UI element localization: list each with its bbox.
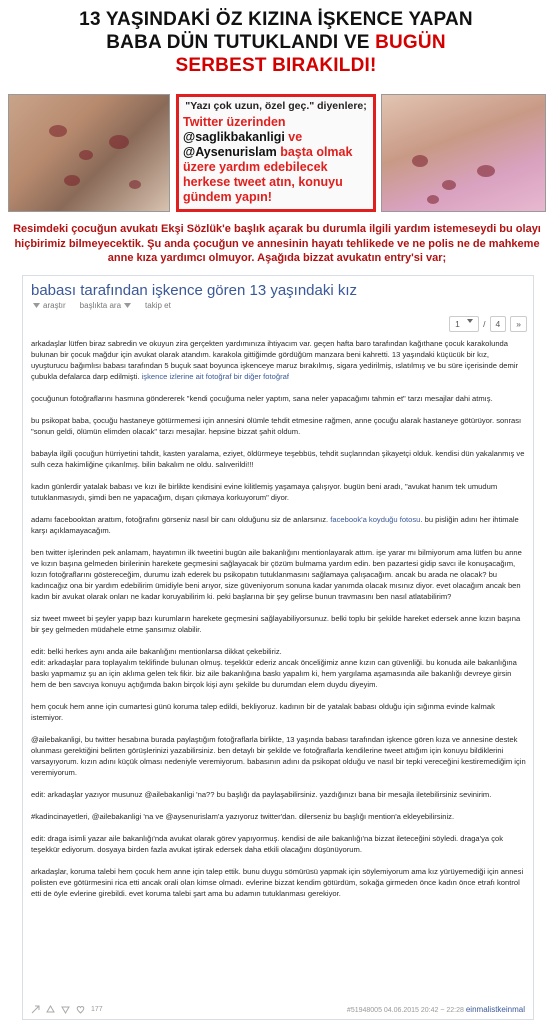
photo-link-1[interactable]: işkence izlerine ait fotoğraf [141,372,232,381]
photo-link-2[interactable]: bir diğer fotoğraf [233,372,289,381]
downvote-icon[interactable] [61,1005,70,1014]
headline-highlight: BUGÜN [375,32,446,53]
entry-paragraph: hem çocuk hem anne için cumartesi günü koruma talep edildi, bekliyoruz. kadının bir de yatalak babası olduğu için sığınma evinde kalmak istemiyor. [31,702,495,722]
callout-quote: "Yazı çok uzun, özel geç." diyenlere; [185,100,367,112]
entry-paragraph: çocuğunun fotoğraflarını hasmına göndererek "kendi çocuğuma neler yaptım, sana neler yapacağımı tahmin et" tarzı mesajlar dahi atmış. [31,394,493,403]
chevron-down-icon [124,303,131,308]
entry-paragraph: @ailebakanligi, bu twitter hesabına burada paylaştığım fotoğraflarla birlikte, 13 yaşında babası tarafından işkence gören kıza ve annesine destek olunması gerektiğini belirten görüşlerinizi yazabilirsiniz. ben detaylı bir şekilde ve fotoğraflarla kendilerine tweet attığım için konuyu bildiklerini varsayıyorum. kızın adını küçük olması nedeniyle veremiyorum. babasının adını da psikopat olduğu ve nasıl bir tepki vereceğini kestiremediğim için veremiyorum. [31,735,526,777]
entry-footer [31,1005,525,1014]
entry-panel [22,275,534,1020]
tweet-callout: "Yazı çok uzun, özel geç." diyenlere; Twitter üzerinden @saglikbakanligi ve @Aysenurislam başta olmak üzere yardım edebilecek herkese tweet atın, konuyu gündem yapın! [176,94,376,212]
entry-tools [23,301,533,310]
entry-paragraph: #kadincinayetleri, @ailebakanligi 'na ve @aysenurislam'a yazıyoruz twitter'dan. dilerseniz bu başlığı mention'a ekleyebilirsiniz. [31,812,455,821]
follow-button[interactable]: takip et [145,301,171,310]
saglik-handle: @saglikbakanligi [183,130,285,144]
entry-paragraph: edit: belki herkes aynı anda aile bakanlığını mentionlarsa dikkat çekebiliriz. edit: arkadaşlar para toplayalım teklifinde bulunan olmuş. teşekkür ederiz ancak önceliğimiz anne kızın can güvenliği. bu konuda aile bakanlığına baskı yapmamız şu an için aklıma gelen tek fikir. biz aile bakanlığına baskı yapalım ki, hem yargılama aşamasında aile bakanlığı devreye girsin hem de ben savcıya konuyu açtığımda bakın birçok kişi aynı şekilde bu durumdan elem duydu diyeyim. [31,647,517,689]
entry-actions [31,1005,103,1014]
entry-paragraph: bu psikopat baba, çocuğu hastaneye götürmemesi için annesini ölümle tehdit etmesine rağmen, anne çocuğu alarak hastaneye götürüyor. sonrası "sonun geldi, ölümün elimden olacak" tarzı mesajlar. hepsine bizzat şahit oldum. [31,416,522,436]
victim-photo-left [8,94,170,212]
page-select[interactable]: 1 [449,316,479,332]
entry-author[interactable]: einmalistkeinmal [465,1005,525,1014]
chevron-down-icon [33,303,40,308]
entry-meta[interactable]: #51948005 04.06.2015 20:42 ~ 22:28 [346,1007,464,1014]
chevron-down-icon [467,319,473,323]
banner [0,92,552,216]
victim-photo-right [381,94,546,212]
entry-body [31,338,527,910]
entry-title[interactable]: babası tarafından işkence gören 13 yaşındaki kız [31,282,358,299]
entry-paragraph: babayla ilgili çocuğun hürriyetini tahdit, kasten yaralama, eziyet, öldürmeye teşebbüs, tehdit suçlarından şikayetçi olduk. kendisi dün yakalanmış ve sulh ceza hakimliğine çıkarılmış. bilin bakalım ne oldu. salıverildi!!! [31,449,525,469]
entry-paragraph: kadın günlerdir yatalak babası ve kızı ile birlikte kendisini evine kilitlemiş yaşamaya çalışıyor. bugün beni aradı, "avukat hanım tek umudum tutuklanmasıydı, şimdi ben ne yapacağım, dışarı çıkmaya korkuyorum" diyor. [31,482,498,502]
aysenur-handle: @Aysenurislam [183,145,277,159]
pager: 1 / 4 » [449,316,527,332]
entry-paragraph: siz tweet mweet bi şeyler yapıp bazı kurumların harekete geçmesini sağlayabiliyorsunuz. belki toplu bir şekilde hareket edersek anne kızın başına bir şey gelmeden müdahele etme şansımız olabilir. [31,614,521,634]
share-icon[interactable] [31,1005,40,1014]
facebook-photo-link[interactable]: facebook'a koyduğu fotosu [330,515,421,524]
favorite-count[interactable]: 177 [91,1006,103,1013]
entry-paragraph: edit: draga isimli yazar aile bakanlığı'nda avukat olarak görev yapıyormuş. kendisi de aile bakanlığı'na bizzat ileteceğini söyledi. draga'ya çok teşekkür ediyorum. dosyaya birden fazla avukat iştirak edersek daha etkili olacağını düşünüyorum. [31,834,504,854]
entry-paragraph: arkadaşlar lütfen biraz sabredin ve okuyun zira gerçekten yardımınıza ihtiyacım var. geçen hafta baro tarafından kağıthane çocuk karakolunda bulunan bir çocuk mağdur için avukat olarak atandım. karakola gittiğimde gördüğüm manzara beni kahretti. 13 yaşındaki küçücük bir kız, uyuşturucu bağımlısı babası tarafından 5 buçuk saat boyunca işkenceye maruz bırakılmış, sigara yedirilmiş, ıslatılmış ve bu süre içerisinde demir çubukla defalarca darp edilmişti. işkence izlerine ait fotoğraf bir diğer fotoğraf [31,339,519,381]
search-in-title-tool[interactable]: başlıkta ara [80,301,131,310]
next-page-button[interactable]: » [510,316,527,332]
headline [0,0,552,77]
entry-paragraph: adamı facebooktan arattım, fotoğrafını görseniz nasıl bir canı olduğunu siz de anlarsınız. facebook'a koyduğu fotosu. bu pisliğin adını her ihtimale karşı açıklamayacağım. [31,515,519,535]
entry-paragraph: arkadaşlar, koruma talebi hem çocuk hem anne için talep ettik. bunu duygu sömürüsü yapmak için söylemiyorum ama kız yürüyemediği için annesi polisten eve götürmesini rica etti ancak orali olan kimse olmadı. evlerine bizzat kendim götürdüm, sokağa girmeden önce kadın önce etrafı kontrol etti de öyle evlerine girebildi. evet koruma talebi şart ama bu adamın tutuklanması gerekiyor. [31,867,524,898]
entry-paragraph: ben twitter işlerinden pek anlamam, hayatımın ilk tweetini bugün aile bakanlığını mentionlayarak attım. işe yarar mı bilmiyorum ama lütfen bu anne ve kızın başına gelmeden birilerinin harekete geçmesini sağlayacak bir çözüm bulmama yardım edin. ben pazartesi gidip savcı ile konuşacağım, kızın fotoğraflarını göstereceğim, durumu izah ederek bu psikopatın tutuklanmasını sağlamaya çalışacağım. ancak bu arada ne olacak? bu kadıncağız ona bir yardım edebilirim ümidiyle beni arıyor, size güveniyorum sonuna kadar yanımda olacak mısınız diyor. evet olacağım ancak ben kadın bir avukat olarak onları ne kadar koruyabilirim ki. peki başlarına bir şey gelirse bunun travmasını ben nasıl atlatabilirim? [31,548,522,601]
favorite-icon[interactable] [76,1005,85,1014]
headline-line-1: 13 YAŞINDAKİ ÖZ KIZINA İŞKENCE YAPAN [79,9,473,30]
headline-line-3: SERBEST BIRAKILDI! [175,55,377,76]
entry-paragraph: edit: arkadaşlar yazıyor musunuz @ailebakanligi 'na?? bu başlığı da paylaşabilirsiniz. yazdığınızı bana bir mesajla iletebilirsiniz sevinirim. [31,790,492,799]
intro-text: Resimdeki çocuğun avukatı Ekşi Sözlük'e başlık açarak bu durumla ilgili yardım istemeseydi bu olayı hiçbirimiz bilmeyecektik. Şu anda çocuğun ve annesinin hayatı tehlikede ve ne polis ne de mahkeme anne kıza yardımcı olmuyor. Aşağıda bizzat avukatın entry'si var; [13,223,541,264]
upvote-icon[interactable] [46,1005,55,1014]
page-total[interactable]: 4 [490,316,507,332]
headline-line-2: BABA DÜN TUTUKLANDI VE BUGÜN [106,32,446,53]
search-tool[interactable]: araştır [33,301,66,310]
